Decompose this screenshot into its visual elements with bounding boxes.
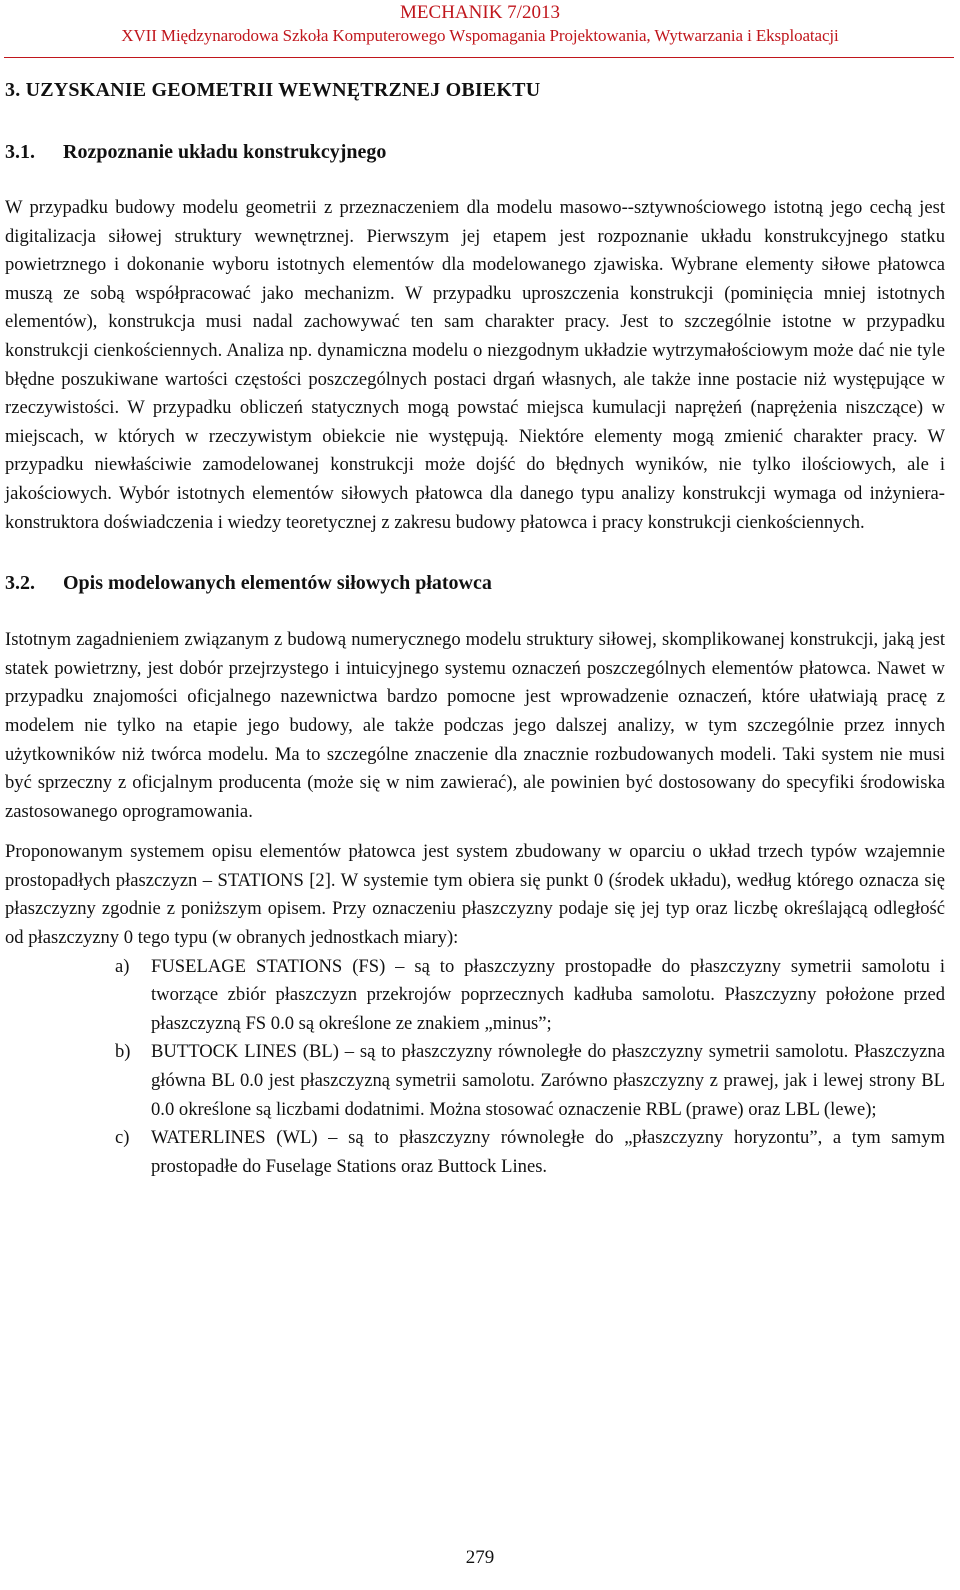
subsection-number: 3.2. [5, 572, 35, 595]
subsection-number: 3.1. [5, 141, 35, 163]
list-item [5, 1124, 945, 1181]
stations-list [5, 953, 945, 1182]
list-item-text: FUSELAGE STATIONS (FS) – są to płaszczyzny prostopadłe do płaszczyzny symetrii samolotu i tworzące zbiór płaszczyzn przekrojów poprzecznych kadłuba samolotu. Płaszczyzny położone przed płaszczyzną FS 0.0 są określone ze znakiem „minus”; [151, 955, 945, 1034]
running-header [0, 2, 960, 48]
list-item-text: BUTTOCK LINES (BL) – są to płaszczyzny równoległe do płaszczyzny symetrii samolotu. Płaszczyzna główna BL 0.0 jest płaszczyzną symetrii samolotu. Zarówno płaszczyzny z prawej, jak i lewej strony BL 0.0 określone są liczbami dodatnimi. Można stosować oznaczenie RBL (prawe) oraz LBL (lewe); [151, 1041, 945, 1120]
list-marker: a) [115, 955, 130, 977]
section-heading: 3. UZYSKANIE GEOMETRII WEWNĘTRZNEJ OBIEKTU [5, 79, 541, 101]
list-item [5, 953, 945, 1039]
subsection-title: Opis modelowanych elementów siłowych płatowca [63, 572, 492, 595]
list-marker: b) [115, 1041, 131, 1063]
paragraph-text: W przypadku budowy modelu geometrii z przeznaczeniem dla modelu masowo--sztywnościowego istotną jego cechą jest digitalizacja siłowej struktury wewnętrznej. Pierwszym jej etapem jest rozpoznanie układu konstrukcyjnego statku powietrznego i dokonanie wyboru istotnych elementów dla modelowanego zjawiska. Wybrane elementy siłowe płatowca muszą ze sobą współpracować jako mechanizm. W przypadku uproszczenia konstrukcji (pominięcia mniej istotnych elementów), konstrukcja musi nadal zachowywać ten sam charakter pracy. Jest to szczególnie istotne w przypadku konstrukcji cienkościennych. Analiza np. dynamiczna modelu o niezgodnym układzie wytrzymałościowym może dać nie tyle błędne poszukiwane wartości częstości poszczególnych postaci drgań własnych, ale także inne postacie niż występujące w rzeczywistości. W przypadku obliczeń statycznych mogą powstać miejsca kumulacji naprężeń (naprężenia niszczące) w miejscach, w których w rzeczywistym obiekcie nie występują. Niektóre elementy mogą zmienić charakter pracy. W przypadku niewłaściwie zamodelowanej konstrukcji może dojść do błędnych wyników, nie tylko ilościowych, ale i jakościowych. Wybór istotnych elementów siłowych płatowca dla danego typu analizy konstrukcji wymaga od inżyniera-konstruktora doświadczenia i wiedzy teoretycznej z zakresu budowy płatowca i pracy konstrukcji cienkościennych. [5, 197, 945, 533]
subsection-heading-3-1 [5, 139, 945, 165]
subsection-heading-3-2 [5, 570, 945, 596]
paragraph-stations: Proponowanym systemem opisu elementów płatowca jest system zbudowany w oparciu o układ trzech typów wzajemnie prostopadłych płaszczyzn – STATIONS [2]. W systemie tym obiera się punkt 0 (środek układu), według którego oznacza się płaszczyzny zgodnie z poniższym opisem. Przy oznaczeniu płaszczyzny podaje się jej typ oraz liczbę określającą odległość od płaszczyzny 0 tego typu (w obranych jednostkach miary): [5, 841, 945, 949]
header-rule [4, 57, 954, 58]
paragraph-naming-system: Istotnym zagadnieniem związanym z budową numerycznego modelu struktury siłowej, skomplikowanej konstrukcji, jaką jest statek powietrzny, jest dobór przejrzystego i intuicyjnego systemu oznaczeń poszczególnych elementów płatowca. Nawet w przypadku znajomości oficjalnego nazewnictwa bardzo pomocne jest wprowadzenie oznaczeń, które ułatwiają pracę z modelem nie tylko na etapie jego budowy, ale także podczas jego dalszej analizy, w tym szczególnie przez innych użytkowników niż twórca modelu. Ma to szczególne znaczenie dla znacznie rozbudowanych modeli. Taki system nie musi być sprzeczny z oficjalnym producenta (może się w nim zawierać), ale powinien być dostosowany do specyfiki środowiska zastosowanego oprogramowania. [5, 629, 945, 822]
list-item [5, 1038, 945, 1124]
subsection-title: Rozpoznanie układu konstrukcyjnego [63, 141, 387, 163]
paragraph-structure-recognition [5, 194, 945, 537]
list-item-text: WATERLINES (WL) – są to płaszczyzny równoległe do „płaszczyzny horyzontu”, a tym samym prostopadłe do Fuselage Stations oraz Buttock Lines. [151, 1127, 945, 1177]
article-body [5, 77, 945, 1181]
page-number: 279 [465, 1547, 495, 1568]
conference-name: XVII Międzynarodowa Szkoła Komputerowego Wspomagania Projektowania, Wytwarzania i Eksploatacji [121, 26, 839, 45]
list-marker: c) [115, 1127, 130, 1149]
journal-name: MECHANIK 7/2013 [400, 2, 560, 23]
